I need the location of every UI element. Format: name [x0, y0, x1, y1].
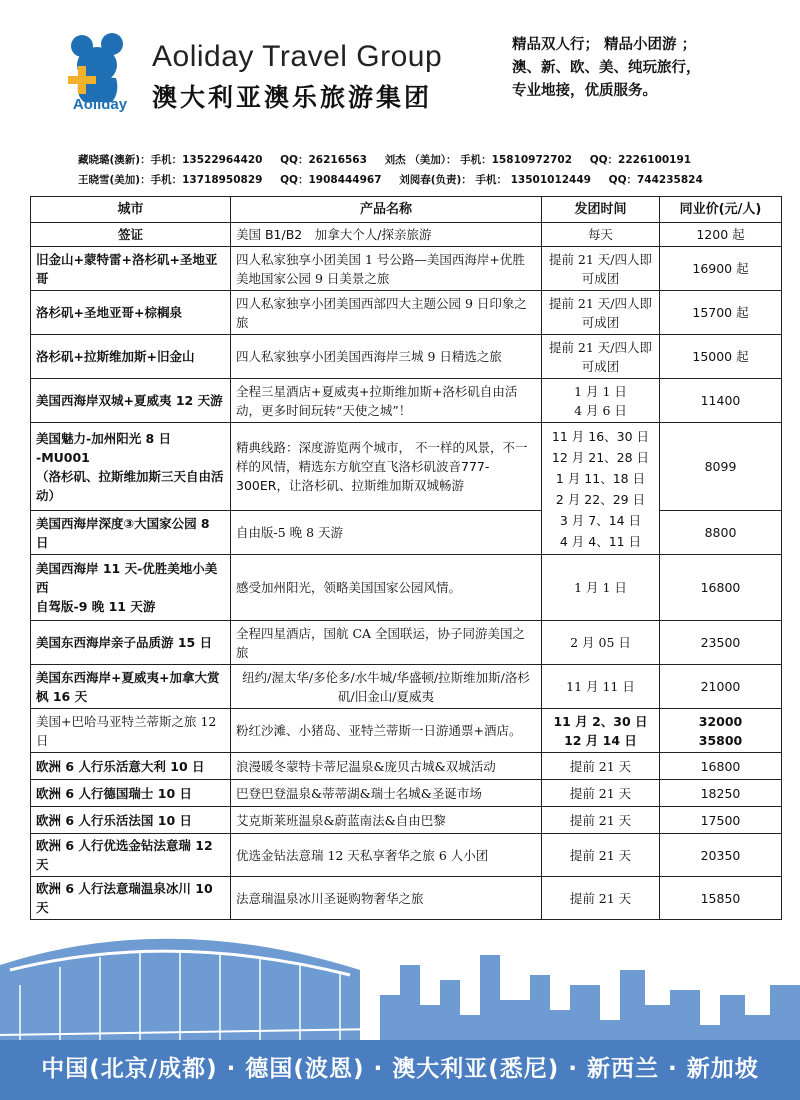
departure-date: 4 月 4、11 日 [559, 533, 642, 549]
brand-name-chinese: 澳大利亚澳乐旅游集团 [152, 83, 433, 112]
contact-qq: QQ：1908444967 [280, 174, 382, 186]
contact-list [78, 150, 717, 190]
cell-product: 优选金钻法意瑞 12 天私享奢华之旅 6 人小团 [231, 834, 542, 877]
cell-city [31, 423, 231, 511]
table-row [31, 379, 782, 423]
cell-product: 四人私家独享小团美国 1 号公路—美国西海岸+优胜美地国家公园 9 日美景之旅 [231, 247, 542, 291]
table-row [31, 335, 782, 379]
cell-city: 美国西海岸双城+夏威夷 12 天游 [31, 379, 231, 423]
cell-time: 提前 21 天/四人即可成团 [542, 335, 660, 379]
cell-price: 11400 [660, 379, 782, 423]
departure-date: 12 月 14 日 [564, 732, 637, 748]
cell-price: 21000 [660, 665, 782, 709]
city-line: -MU001 [36, 449, 90, 465]
cell-city: 欧洲 6 人行乐活法国 10 日 [31, 807, 231, 834]
cell-price: 16800 [660, 753, 782, 780]
table-row [31, 709, 782, 753]
cell-city: 旧金山+蒙特雷+洛杉矶+圣地亚哥 [31, 247, 231, 291]
cell-product: 自由版-5 晚 8 天游 [231, 511, 542, 555]
cell-time: 提前 21 天 [542, 877, 660, 920]
city-line: （洛杉矶、拉斯维加斯三天自由活动） [36, 468, 224, 503]
cell-product: 艾克斯莱班温泉&蔚蓝南法&自由巴黎 [231, 807, 542, 834]
cell-price: 23500 [660, 621, 782, 665]
cell-time: 提前 21 天 [542, 780, 660, 807]
table-row [31, 621, 782, 665]
table-row [31, 291, 782, 335]
cell-city [31, 555, 231, 621]
cell-time [542, 709, 660, 753]
cell-product: 浪漫暖冬蒙特卡蒂尼温泉&庞贝古城&双城活动 [231, 753, 542, 780]
cell-time: 每天 [542, 223, 660, 247]
cell-product: 法意瑞温泉冰川圣诞购物奢华之旅 [231, 877, 542, 920]
cell-time: 提前 21 天/四人即可成团 [542, 291, 660, 335]
cell-city: 美国西海岸深度③大国家公园 8 日 [31, 511, 231, 555]
tagline-line: 精品双人行； 精品小团游 ； [512, 37, 697, 53]
cell-city: 美国+巴哈马亚特兰蒂斯之旅 12 日 [31, 709, 231, 753]
cell-price: 15700 起 [660, 291, 782, 335]
cell-product: 粉红沙滩、小猪岛、亚特兰蒂斯一日游通票+酒店。 [231, 709, 542, 753]
cell-price: 8099 [660, 423, 782, 511]
contact-name-phone: 刘阅春(负责)： 手机： 13501012449 [399, 174, 591, 186]
cell-city: 欧洲 6 人行优选金钻法意瑞 12 天 [31, 834, 231, 877]
departure-date: 11 月 16、30 日 [551, 428, 650, 444]
city-line: 美国魅力-加州阳光 8 日 [36, 430, 172, 446]
contact-qq: QQ：744235824 [608, 174, 703, 186]
table-row [31, 511, 782, 555]
cell-product: 全程四星酒店，国航 CA 全国联运，协子同游美国之旅 [231, 621, 542, 665]
contact-qq: QQ：26216563 [280, 154, 367, 166]
cell-price: 1200 起 [660, 223, 782, 247]
cell-time [542, 423, 660, 555]
departure-date: 3 月 7、14 日 [559, 512, 642, 528]
tagline [512, 34, 701, 103]
table-header-row [31, 197, 782, 223]
cell-time [542, 379, 660, 423]
cell-time: 1 月 1 日 [542, 555, 660, 621]
price-value: 35800 [698, 732, 743, 748]
cell-time: 提前 21 天 [542, 753, 660, 780]
cell-product: 精典线路：深度游览两个城市， 不一样的风景，不一样的风情，精选东方航空直飞洛杉矶波音777-300ER，让洛杉矶、拉斯维加斯双城畅游 [231, 423, 542, 511]
departure-date: 4 月 6 日 [574, 402, 627, 418]
cell-product: 美国 B1/B2 加拿大个人/探亲旅游 [231, 223, 542, 247]
cell-price: 16900 起 [660, 247, 782, 291]
table-row [31, 555, 782, 621]
brand-name-english: Aoliday Travel Group [152, 40, 443, 73]
cell-price: 20350 [660, 834, 782, 877]
contact-row [78, 170, 717, 190]
departure-date: 11 月 2、30 日 [553, 713, 648, 729]
table-row [31, 665, 782, 709]
contact-name-phone: 藏晓璐(澳新)：手机：13522964420 [78, 154, 263, 166]
departure-date: 1 月 11、18 日 [555, 470, 646, 486]
table-row [31, 780, 782, 807]
departure-date: 12 月 21、28 日 [551, 449, 650, 465]
contact-row [78, 150, 717, 170]
header-product: 产品名称 [231, 197, 542, 223]
cell-time: 提前 21 天 [542, 834, 660, 877]
contact-name-phone: 王晓雪(美加)：手机：13718950829 [78, 174, 263, 186]
cell-city: 洛杉矶+圣地亚哥+棕榈泉 [31, 291, 231, 335]
table-row [31, 834, 782, 877]
city-line: 美国西海岸 11 天-优胜美地小美西 [36, 561, 218, 595]
table-row [31, 247, 782, 291]
departure-date: 1 月 1 日 [574, 383, 627, 399]
cell-city: 美国东西海岸亲子品质游 15 日 [31, 621, 231, 665]
cell-price: 18250 [660, 780, 782, 807]
table-row [31, 807, 782, 834]
cell-price: 15850 [660, 877, 782, 920]
cell-city: 欧洲 6 人行德国瑞士 10 日 [31, 780, 231, 807]
header-departure: 发团时间 [542, 197, 660, 223]
table-row [31, 423, 782, 511]
cell-product: 纽约/渥太华/多伦多/水牛城/华盛顿/拉斯维加斯/洛杉矶/旧金山/夏威夷 [231, 665, 542, 709]
cell-city: 欧洲 6 人行乐活意大利 10 日 [31, 753, 231, 780]
cell-city: 欧洲 6 人行法意瑞温泉冰川 10 天 [31, 877, 231, 920]
cell-price [660, 709, 782, 753]
price-table [30, 196, 782, 920]
cell-time: 提前 21 天/四人即可成团 [542, 247, 660, 291]
price-value: 32000 [698, 713, 743, 729]
cell-product: 感受加州阳光，领略美国国家公园风情。 [231, 555, 542, 621]
contact-name-phone: 刘杰 （美加）： 手机：15810972702 [384, 154, 573, 166]
cell-city: 美国东西海岸+夏威夷+加拿大赏枫 16 天 [31, 665, 231, 709]
cell-product: 四人私家独享小团美国西部四大主题公园 9 日印象之旅 [231, 291, 542, 335]
cell-city: 签证 [31, 223, 231, 247]
cell-product: 四人私家独享小团美国西海岸三城 9 日精选之旅 [231, 335, 542, 379]
cell-time: 提前 21 天 [542, 807, 660, 834]
cell-time: 2 月 05 日 [542, 621, 660, 665]
cell-time: 11 月 11 日 [542, 665, 660, 709]
cell-price: 16800 [660, 555, 782, 621]
cell-price: 8800 [660, 511, 782, 555]
table-row [31, 877, 782, 920]
cell-city: 洛杉矶+拉斯维加斯+旧金山 [31, 335, 231, 379]
office-locations: 中国(北京/成都) · 德国(波恩) · 澳大利亚(悉尼) · 新西兰 · 新加坡 [41, 1056, 759, 1082]
contact-qq: QQ：2226100191 [589, 154, 692, 166]
table-row [31, 223, 782, 247]
table-row [31, 753, 782, 780]
header-city: 城市 [31, 197, 231, 223]
logo-wordmark: Aoliday [72, 96, 128, 113]
tagline-line: 澳、新、欧、美、纯玩旅行， [512, 60, 701, 76]
cell-price: 15000 起 [660, 335, 782, 379]
cell-price: 17500 [660, 807, 782, 834]
cell-product: 全程三星酒店+夏威夷+拉斯维加斯+洛杉矶自由活动，更多时间玩转“天使之城”！ [231, 379, 542, 423]
tagline-line: 专业地接，优质服务。 [512, 83, 657, 99]
header-price: 同业价(元/人) [660, 197, 782, 223]
cell-product: 巴登巴登温泉&蒂蒂湖&瑞士名城&圣诞市场 [231, 780, 542, 807]
city-line: 自驾版-9 晚 11 天游 [36, 599, 156, 614]
departure-date: 2 月 22、29 日 [555, 491, 646, 507]
